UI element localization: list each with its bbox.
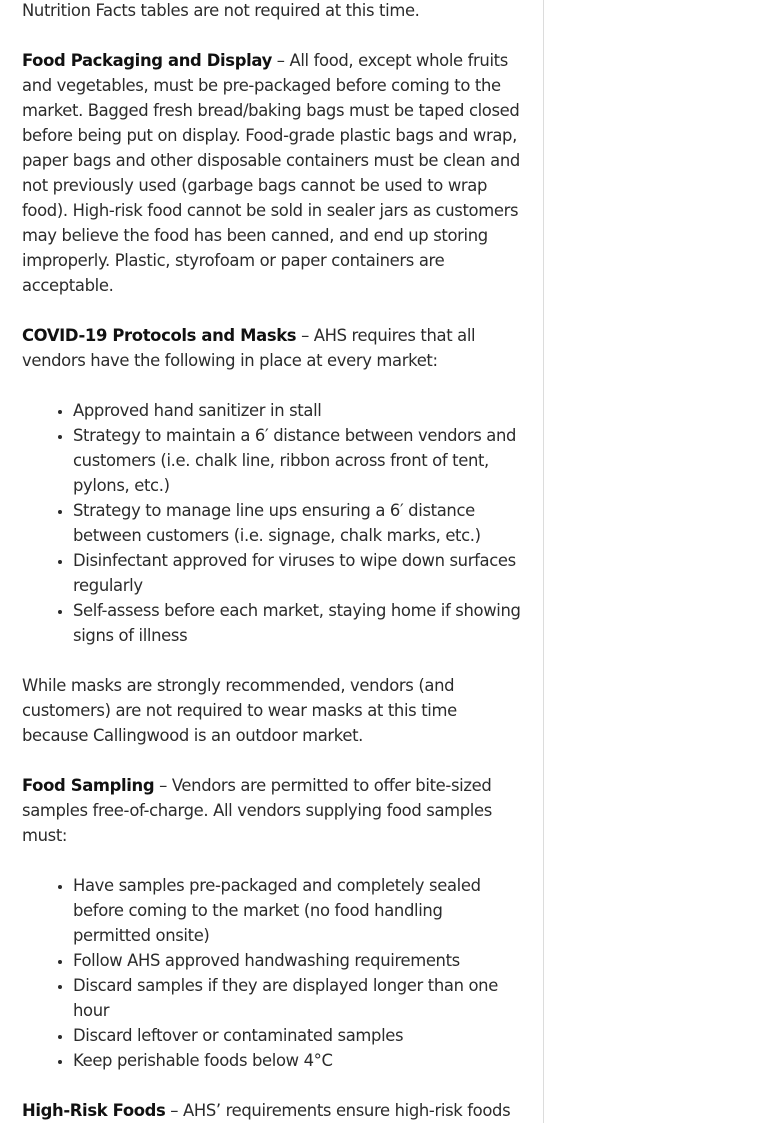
list-item: • Keep perishable foods below 4°C xyxy=(73,1048,523,1073)
masks-text: While masks are strongly recommended, vendors (and customers) are not required to wear masks at this time because Callingwood is an outdoor market. xyxy=(22,676,457,745)
article-body xyxy=(22,0,523,1123)
high-risk-heading: High-Risk Foods xyxy=(22,1101,166,1120)
sampling-text: – Vendors are permitted to offer bite-sized samples free-of-charge. All vendors supplying food samples must: xyxy=(22,776,492,845)
high-risk-text: – AHS’ requirements ensure high-risk foods xyxy=(165,1101,511,1120)
list-item: • Strategy to manage line ups ensuring a 6′ distance between customers (i.e. signage, chalk marks, etc.) xyxy=(73,498,523,548)
covid-text: – AHS requires that all vendors have the following in place at every market: xyxy=(22,326,476,370)
list-item: • Approved hand sanitizer in stall xyxy=(73,398,523,423)
list-item: • Have samples pre-packaged and completely sealed before coming to the market (no food handling permitted onsite) xyxy=(73,873,523,948)
covid-requirements-list xyxy=(22,398,523,648)
sampling-paragraph xyxy=(22,773,523,848)
covid-heading: COVID-19 Protocols and Masks xyxy=(22,326,297,345)
list-item: • Strategy to maintain a 6′ distance between vendors and customers (i.e. chalk line, ribbon across front of tent, pylons, etc.) xyxy=(73,423,523,498)
nutrition-facts-text: Nutrition Facts tables are not required at this time. xyxy=(22,1,420,20)
high-risk-paragraph xyxy=(22,1098,523,1123)
list-item: • Disinfectant approved for viruses to wipe down surfaces regularly xyxy=(73,548,523,598)
packaging-text: – All food, except whole fruits and vegetables, must be pre-packaged before coming to the market. Bagged fresh bread/baking bags must be taped closed before being put on display. Food-grade plastic bags and wrap, paper bags and other disposable containers must be clean and not previously used (garbage bags cannot be used to wrap food). High-risk food cannot be sold in sealer jars as customers may believe the food has been canned, and end up storing improperly. Plastic, styrofoam or paper containers are acceptable. xyxy=(22,51,520,295)
list-item: • Follow AHS approved handwashing requirements xyxy=(73,948,523,973)
sampling-heading: Food Sampling xyxy=(22,776,155,795)
sidebar-divider xyxy=(543,0,544,1123)
covid-paragraph xyxy=(22,323,523,373)
list-item: • Discard leftover or contaminated samples xyxy=(73,1023,523,1048)
list-item: • Discard samples if they are displayed longer than one hour xyxy=(73,973,523,1023)
list-item: • Self-assess before each market, staying home if showing signs of illness xyxy=(73,598,523,648)
masks-paragraph xyxy=(22,673,523,748)
nutrition-facts-paragraph xyxy=(22,0,523,23)
sampling-requirements-list xyxy=(22,873,523,1073)
packaging-heading: Food Packaging and Display xyxy=(22,51,272,70)
packaging-paragraph xyxy=(22,48,523,298)
